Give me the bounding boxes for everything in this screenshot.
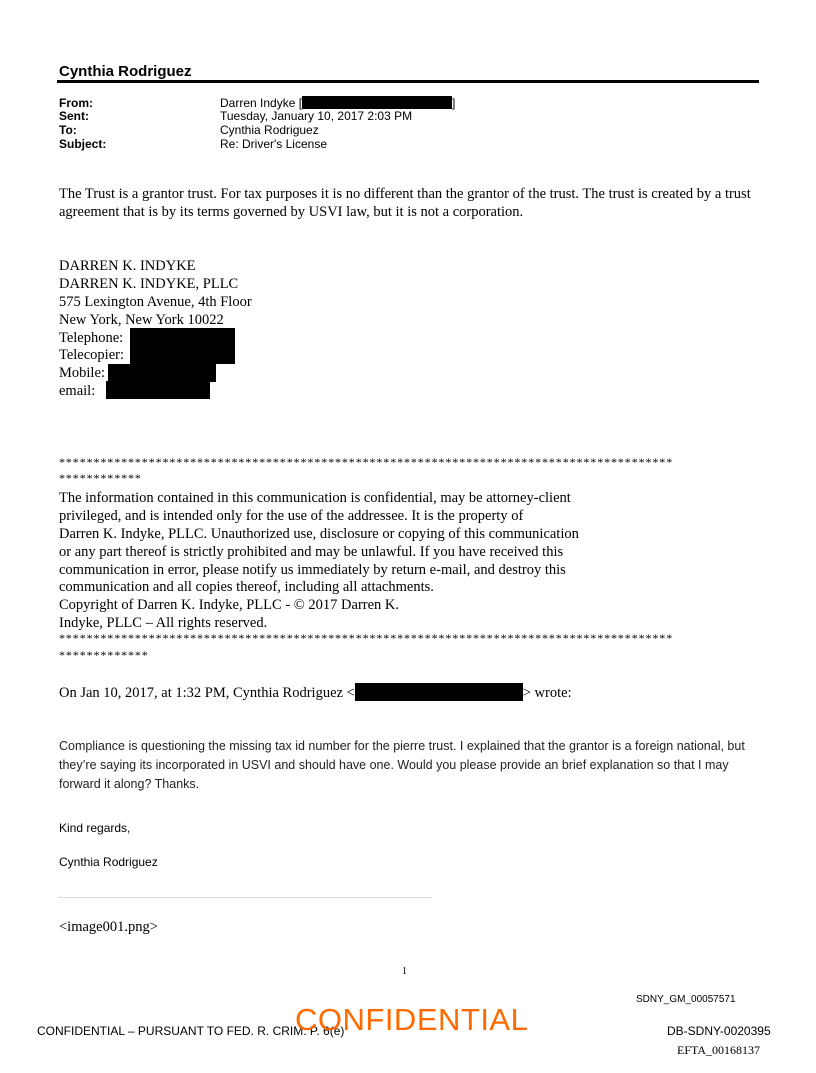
email-label: email:	[59, 383, 96, 399]
to-value: Cynthia Rodriguez	[220, 123, 319, 137]
redaction-box	[108, 364, 216, 382]
subject-label: Subject:	[59, 137, 107, 151]
signature-address-line2: New York, New York 10022	[59, 312, 224, 328]
disclaimer-line: communication in error, please notify us immediately by return e-mail, and destroy this	[59, 562, 566, 578]
to-label: To:	[59, 123, 77, 137]
disclaimer-line: Indyke, PLLC – All rights reserved.	[59, 615, 268, 631]
from-label: From:	[59, 96, 93, 110]
signature-mobile	[59, 364, 105, 382]
quoted-intro-prefix: On Jan 10, 2017, at 1:32 PM, Cynthia Rodriguez <	[59, 685, 355, 701]
quoted-intro-suffix: > wrote:	[522, 685, 572, 701]
telephone-label: Telephone:	[59, 330, 124, 346]
disclaimer-line: Darren K. Indyke, PLLC. Unauthorized use, disclosure or copying of this communication	[59, 526, 579, 542]
from-name: Darren Indyke [	[220, 96, 303, 110]
disclaimer-stars-top: *****************************************************************************************	[59, 456, 674, 468]
signature-telecopier	[59, 346, 124, 364]
sent-label: Sent:	[59, 109, 89, 123]
redaction-box	[355, 683, 523, 701]
header-divider	[57, 80, 759, 83]
signature-firm: DARREN K. INDYKE, PLLC	[59, 276, 239, 292]
sent-value: Tuesday, January 10, 2017 2:03 PM	[220, 109, 413, 123]
signature-address-line1: 575 Lexington Avenue, 4th Floor	[59, 294, 252, 310]
from-value	[220, 97, 455, 109]
quoted-sender: Cynthia Rodriguez	[59, 855, 158, 869]
document-owner-name: Cynthia Rodriguez	[59, 63, 192, 80]
disclaimer-line: privileged, and is intended only for the use of the addressee. It is the property of	[59, 508, 524, 524]
signature-telephone	[59, 329, 123, 347]
efta-number: EFTA_00168137	[677, 1043, 761, 1057]
quoted-closing: Kind regards,	[59, 821, 131, 835]
mobile-label: Mobile:	[59, 365, 105, 381]
page-number: 1	[402, 966, 407, 977]
bates-number-db: DB-SDNY-0020395	[667, 1024, 771, 1038]
confidential-notice: CONFIDENTIAL – PURSUANT TO FED. R. CRIM. P. 6(e)	[37, 1024, 345, 1038]
disclaimer-line: communication and all copies thereof, including all attachments.	[59, 579, 434, 595]
disclaimer-line: Copyright of Darren K. Indyke, PLLC - © 2017 Darren K.	[59, 597, 400, 613]
bates-number-gm: SDNY_GM_00057571	[636, 994, 736, 1005]
quoted-divider	[59, 897, 431, 898]
confidential-watermark: CONFIDENTIAL	[295, 1002, 529, 1037]
attachment-placeholder: <image001.png>	[59, 919, 158, 935]
signature-email	[59, 382, 95, 400]
from-close: ]	[452, 96, 456, 110]
telecopier-label: Telecopier:	[59, 347, 125, 363]
disclaimer-line: or any part thereof is strictly prohibited and may be unlawful. If you have received this	[59, 544, 564, 560]
subject-value: Re: Driver's License	[220, 137, 327, 151]
disclaimer-stars-top-cont: ************	[59, 472, 142, 484]
disclaimer-stars-bottom: *****************************************************************************************	[59, 632, 674, 644]
quoted-intro	[59, 684, 572, 702]
quoted-message: Compliance is questioning the missing tax id number for the pierre trust. I explained that the grantor is a foreign national, but they’re saying its incorporated in USVI and should have one. Would you please provide an brief explanation so that I may forward it along? Thanks.	[59, 739, 745, 791]
disclaimer-stars-bottom-cont: *************	[59, 649, 149, 661]
body-paragraph: The Trust is a grantor trust. For tax purposes it is no different than the grantor of the trust. The trust is created by a trust agreement that is by its terms governed by USVI law, but it is not a corporation.	[59, 186, 751, 220]
redaction-box	[130, 328, 235, 346]
redaction-box	[130, 346, 235, 364]
signature-name: DARREN K. INDYKE	[59, 258, 196, 274]
redaction-box	[106, 381, 210, 399]
redaction-box	[302, 96, 452, 109]
disclaimer-line: The information contained in this communication is confidential, may be attorney-client	[59, 490, 571, 506]
